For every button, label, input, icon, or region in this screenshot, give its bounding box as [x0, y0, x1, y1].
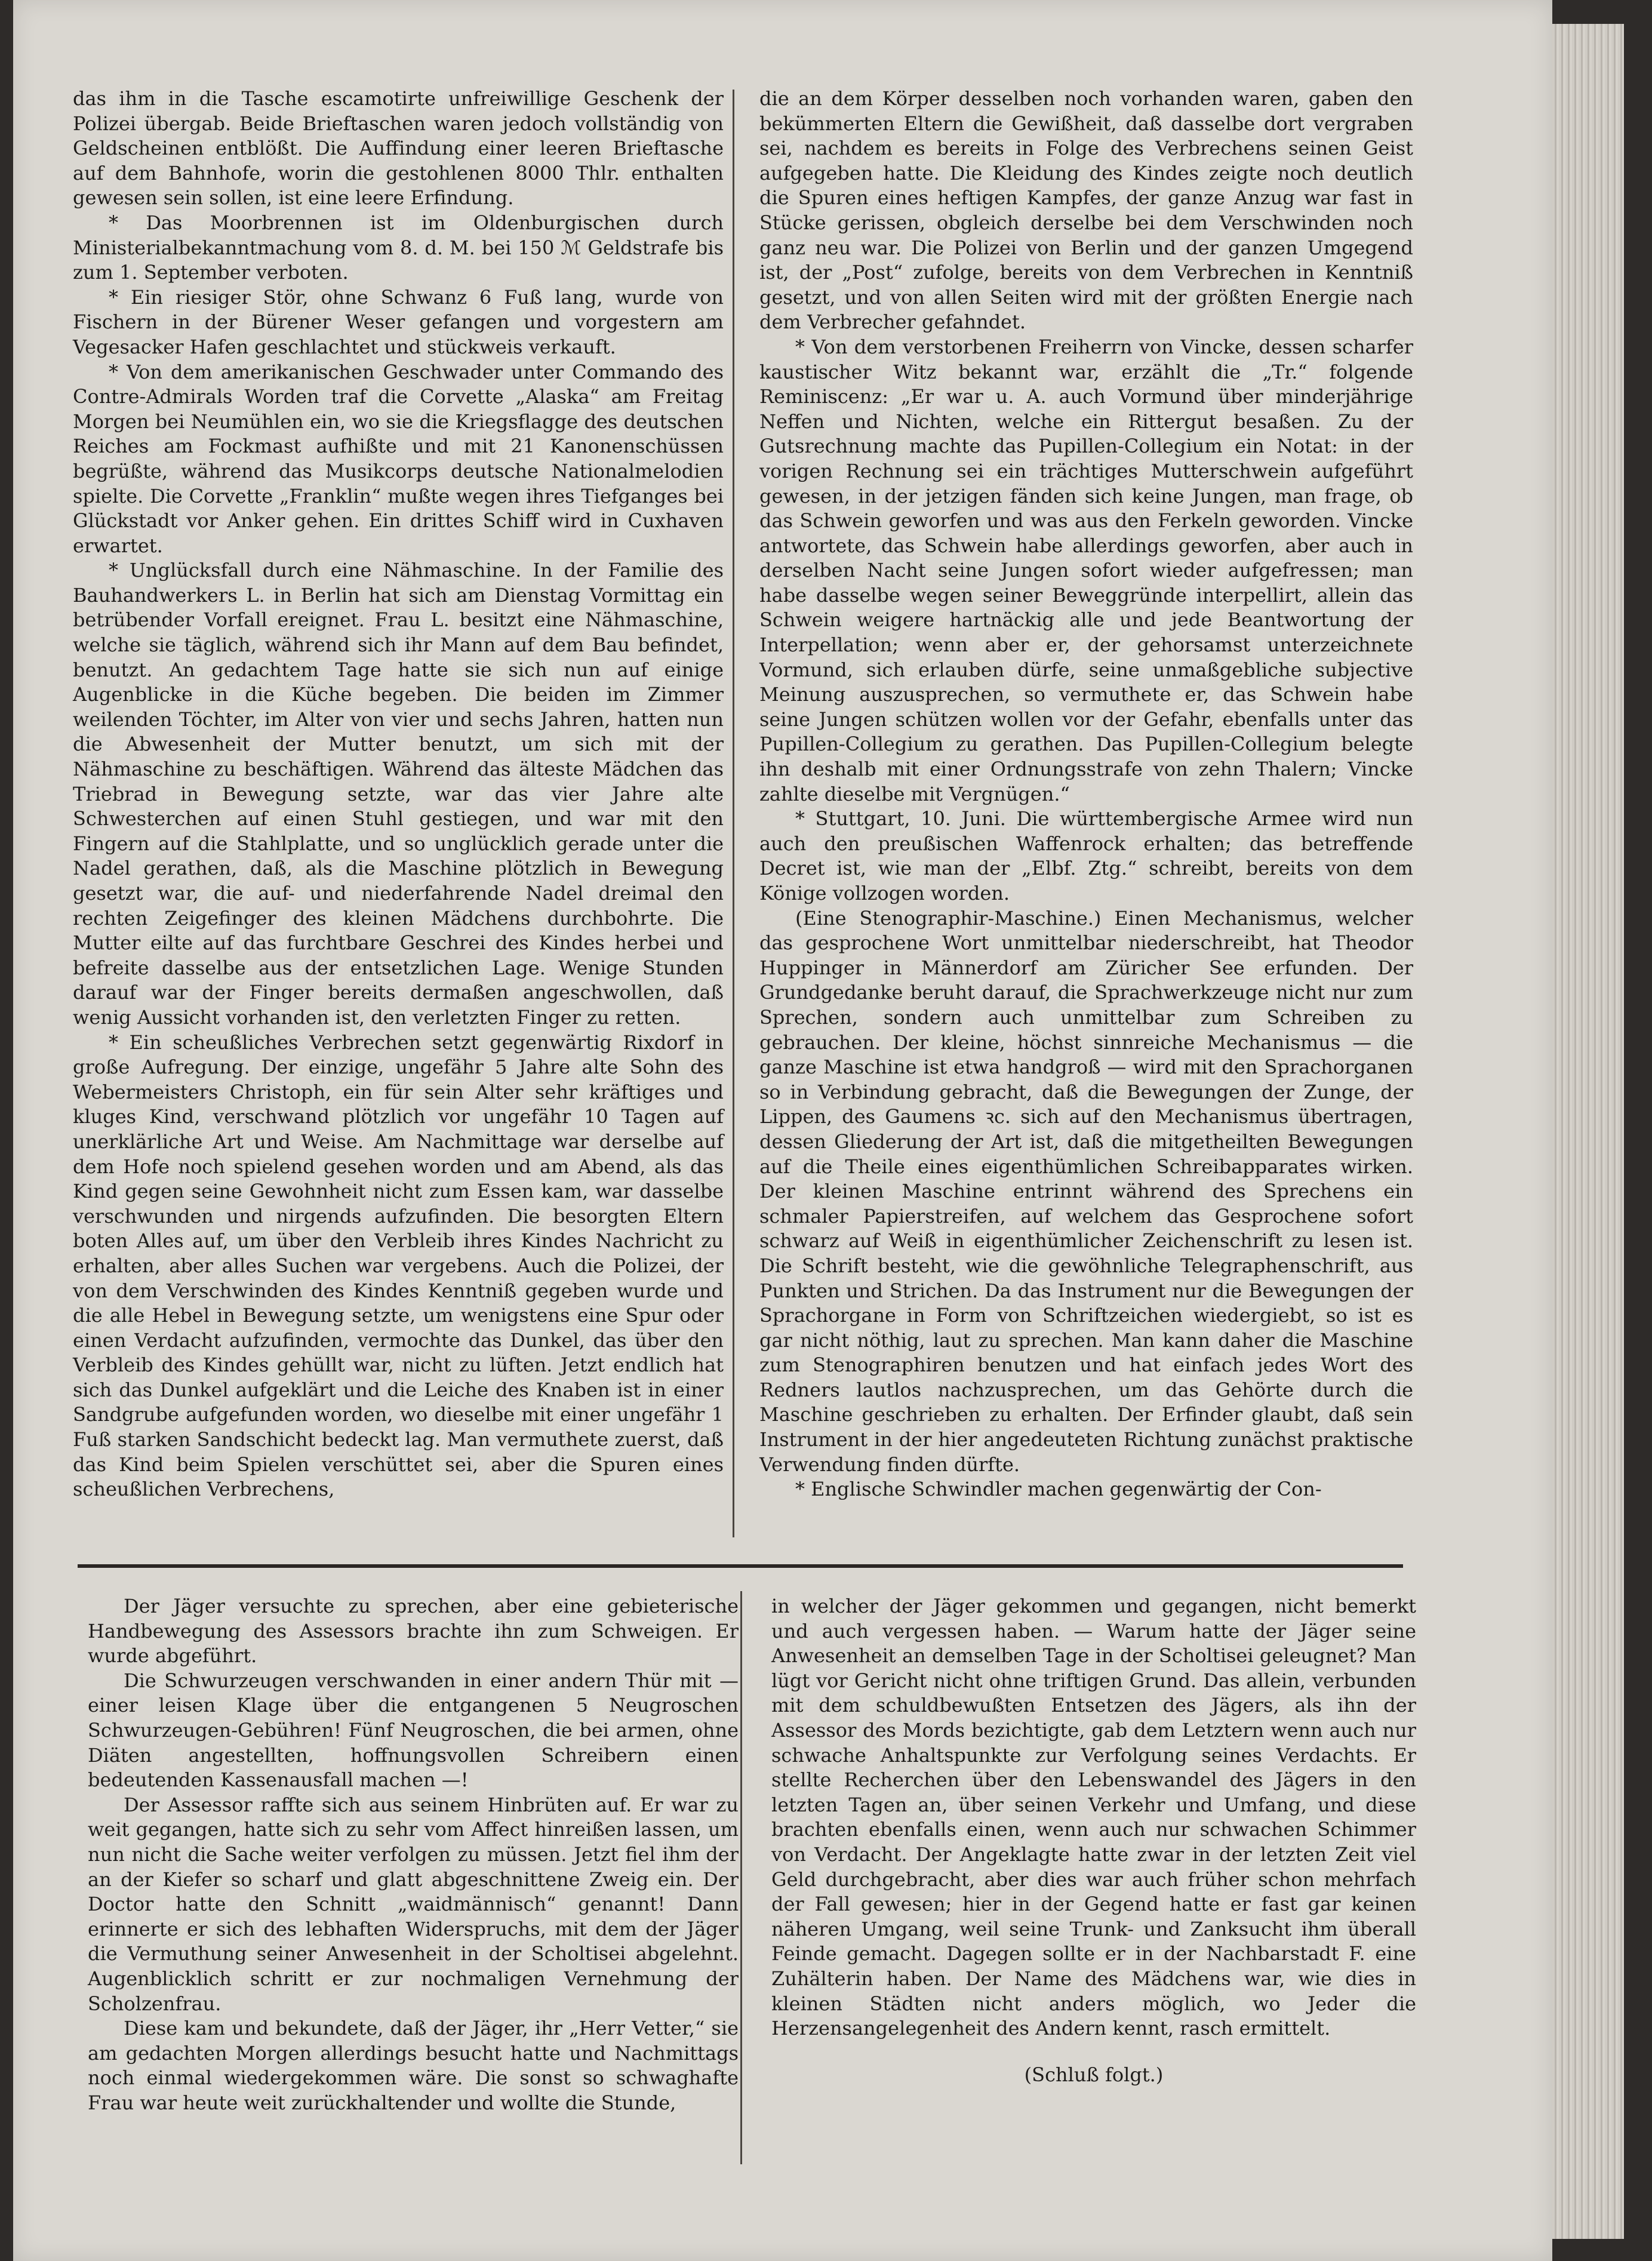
newspaper-page [13, 0, 1552, 2261]
feuilleton-right-column [771, 1594, 1416, 2087]
paragraph: Die Schwurzeugen verschwanden in einer andern Thür mit — einer leisen Klage über die entgangenen 5 Neugroschen Schwurzeugen-Gebühren! Fünf Neugroschen, die bei armen, ohne Diäten angestellten, hoffnungsvollen Schreibern einen bedeutenden Kassenausfall machen —! [88, 1669, 739, 1792]
feuilleton-separator-rule [78, 1564, 1403, 1568]
paragraph: in welcher der Jäger gekommen und gegangen, nicht bemerkt und auch vergessen haben. — Warum hatte der Jäger seine Anwesenheit an demselben Tage in der Scholtisei geleugnet? Man lügt vor Gericht nicht ohne triftigen Grund. Das allein, verbunden mit dem schuldbewußten Entsetzen des Jägers, als ihn der Assessor des Mords bezichtigte, gab dem Letztern wenn auch nur schwache Anhaltspunkte zur Verfolgung seines Verdachts. Er stellte Recherchen über den Lebenswandel des Jägers in den letzten Tagen an, über seinen Verkehr und Umfang, und diese brachten ebenfalls einen, wenn auch nur schwachen Schimmer von Verdacht. Der Angeklagte hatte zwar in der letzten Zeit viel Geld durchgebracht, aber dies war auch früher schon mehrfach der Fall gewesen; hier in der Gegend hatte er fast gar keinen näheren Umgang, weil seine Trunk- und Zanksucht ihm überall Feinde gemacht. Dagegen sollte er in der Nachbarstadt F. eine Zuhälterin haben. Der Name des Mädchens war, wie dies in kleinen Städten nicht anders möglich, wo Jeder die Herzensangelegenheit des Andern kennt, rasch ermittelt. [771, 1595, 1416, 2040]
paragraph: * Das Moorbrennen ist im Oldenburgischen durch Ministerialbekanntmachung vom 8. d. M. bei 150 ℳ Geldstrafe bis zum 1. September verboten. [73, 211, 724, 284]
paragraph: * Unglücksfall durch eine Nähmaschine. In der Familie des Bauhandwerkers L. in Berlin hat sich am Dienstag Vormittag ein betrübender Vorfall ereignet. Frau L. besitzt eine Nähmaschine, welche sie täglich, während sich ihr Mann auf dem Bau befindet, benutzt. An gedachtem Tage hatte sie sich nun auf einige Augenblicke in die Küche begeben. Die beiden im Zimmer weilenden Töchter, im Alter von vier und sechs Jahren, hatten nun die Abwesenheit der Mutter benutzt, um sich mit der Nähmaschine zu beschäftigen. Während das älteste Mädchen das Triebrad in Bewegung setzte, war das vier Jahre alte Schwesterchen auf einen Stuhl gestiegen, und war mit den Fingern auf die Stahlplatte, und so unglücklich gerade unter die Nadel gerathen, daß, als die Maschine plötzlich in Bewegung gesetzt war, die auf- und niederfahrende Nadel dreimal den rechten Zeigefinger des kleinen Mädchens durchbohrte. Die Mutter eilte auf das furchtbare Geschrei des Kindes herbei und befreite dasselbe aus der entsetzlichen Lage. Wenige Stunden darauf war der Finger bereits dermaßen angeschwollen, daß wenig Aussicht vorhanden ist, den verletzten Finger zu retten. [73, 559, 724, 1029]
paragraph: die an dem Körper desselben noch vorhanden waren, gaben den bekümmerten Eltern die Gewißheit, daß dasselbe dort vergraben sei, nachdem es bereits in Folge des Verbrechens seinen Geist aufgegeben hatte. Die Kleidung des Kindes zeigte noch deutlich die Spuren eines heftigen Kampfes, der ganze Anzug war fast in Stücke gerissen, obgleich derselbe bei dem Verschwinden noch ganz neu war. Die Polizei von Berlin und der ganzen Umgegend ist, der „Post“ zufolge, bereits von dem Verbrechen in Kenntniß gesetzt, und von allen Seiten wird mit der größten Energie nach dem Verbrecher gefahndet. [759, 87, 1413, 334]
paragraph: Der Assessor raffte sich aus seinem Hinbrüten auf. Er war zu weit gegangen, hatte sich zu sehr vom Affect hinreißen lassen, um nun nicht die Sache weiter verfolgen zu müssen. Jetzt fiel ihm der an der Kiefer so scharf und glatt abgeschnittene Zweig ein. Der Doctor hatte den Schnitt „waidmännisch“ genannt! Dann erinnerte er sich des lebhaften Widerspruchs, mit dem der Jäger die Vermuthung seiner Anwesenheit in der Scholtisei abgelehnt. Augenblicklich schritt er zur nochmaligen Vernehmung der Scholzenfrau. [88, 1793, 739, 2015]
paragraph: * Ein scheußliches Verbrechen setzt gegenwärtig Rixdorf in große Aufregung. Der einzige, ungefähr 5 Jahre alte Sohn des Webermeisters Christoph, ein für sein Alter sehr kräftiges und kluges Kind, verschwand plötzlich vor ungefähr 10 Tagen auf unerklärliche Art und Weise. Am Nachmittage war derselbe auf dem Hofe noch spielend gesehen worden und am Abend, als das Kind gegen seine Gewohnheit nicht zum Essen kam, war dasselbe verschwunden und nirgends aufzufinden. Die besorgten Eltern boten Alles auf, um über den Verbleib ihres Kindes Nachricht zu erhalten, aber alles Suchen war vergebens. Auch die Polizei, der von dem Verschwinden des Kindes Kenntniß gegeben wurde und die alle Hebel in Bewegung setzte, um wenigstens eine Spur oder einen Verdacht aufzufinden, vermochte das Dunkel, das über den Verbleib des Kindes gehüllt war, nicht zu lüften. Jetzt endlich hat sich das Dunkel aufgeklärt und die Leiche des Knaben ist in einer Sandgrube aufgefunden worden, wo dieselbe mit einer ungefähr 1 Fuß starken Sandschicht bedeckt lag. Man vermuthete zuerst, daß das Kind beim Spielen verschüttet sei, aber die Spuren eines scheußlichen Verbrechens, [73, 1030, 724, 1501]
feuilleton-left-column [88, 1594, 739, 2115]
paragraph: * Ein riesiger Stör, ohne Schwanz 6 Fuß lang, wurde von Fischern in der Bürener Weser gefangen und vorgestern am Vegesacker Hafen geschlachtet und stückweis verkauft. [73, 285, 724, 358]
paragraph: * Von dem amerikanischen Geschwader unter Commando des Contre-Admirals Worden traf die Corvette „Alaska“ am Freitag Morgen bei Neumühlen ein, wo sie die Kriegsflagge des deutschen Reiches am Fockmast aufhißte und mit 21 Kanonenschüssen begrüßte, während das Musikcorps deutsche Nationalmelodien spielte. Die Corvette „Franklin“ mußte wegen ihres Tiefganges bei Glückstadt vor Anker gehen. Ein drittes Schiff wird in Cuxhaven erwartet. [73, 360, 724, 557]
top-right-column [759, 87, 1413, 1502]
paragraph: Der Jäger versuchte zu sprechen, aber eine gebieterische Handbewegung des Assessors brachte ihn zum Schweigen. Er wurde abgeführt. [88, 1595, 739, 1668]
paragraph: * Englische Schwindler machen gegenwärtig der Con- [795, 1478, 1322, 1501]
column-divider-top [733, 90, 734, 1537]
paragraph: (Eine Stenographir-Maschine.) Einen Mechanismus, welcher das gesprochene Wort unmittelbar niederschreibt, hat Theodor Huppinger in Männerdorf am Züricher See erfunden. Der Grundgedanke beruht darauf, die Sprachwerkzeuge nicht nur zum Sprechen, sondern auch unmittelbar zum Schreiben zu gebrauchen. Der kleine, höchst sinnreiche Mechanismus — die ganze Maschine ist etwa handgroß — wird mit den Sprachorganen so in Verbindung gebracht, daß die Bewegungen der Zunge, der Lippen, des Gaumens ꝛc. sich auf den Mechanismus übertragen, dessen Gliederung der Art ist, daß die mitgetheilten Bewegungen auf die Theile eines eigenthümlichen Schreibapparates wirken. Der kleinen Maschine entrinnt während des Sprechens ein schmaler Papierstreifen, auf welchem das Gesprochene sofort schwarz auf Weiß in eigenthümlicher Zeichenschrift zu lesen ist. Die Schrift besteht, wie die gewöhnliche Telegraphenschrift, aus Punkten und Strichen. Da das Instrument nur die Bewegungen der Sprachorgane in Form von Schriftzeichen wiedergiebt, so ist es gar nicht nöthig, laut zu sprechen. Man kann daher die Maschine zum Stenographiren benutzen und hat einfach jedes Wort des Redners lautlos nachzusprechen, um das Gehörte durch die Maschine geschrieben zu erhalten. Der Erfinder glaubt, daß sein Instrument in der hier angedeuteten Richtung zunächst praktische Verwendung finden dürfte. [759, 906, 1413, 1476]
book-page-edges [1552, 24, 1624, 2239]
top-left-column [73, 87, 724, 1502]
paragraph: das ihm in die Tasche escamotirte unfreiwillige Geschenk der Polizei übergab. Beide Brieftaschen waren jedoch vollständig von Geldscheinen entblößt. Die Auffindung einer leeren Brieftasche auf dem Bahnhofe, worin die gestohlenen 8000 Thlr. enthalten gewesen sein sollen, ist eine leere Erfindung. [73, 87, 724, 210]
paragraph: * Von dem verstorbenen Freiherrn von Vincke, dessen scharfer kaustischer Witz bekannt war, erzählt die „Tr.“ folgende Reminiscenz: „Er war u. A. auch Vormund über minderjährige Neffen und Nichten, welche ein Rittergut besaßen. Zu der Gutsrechnung machte das Pupillen-Collegium ein Notat: in der vorigen Rechnung sei ein trächtiges Mutterschwein aufgeführt gewesen, in der jetzigen fänden sich keine Jungen, man frage, ob das Schwein geworfen und was aus den Ferkeln geworden. Vincke antwortete, das Schwein habe allerdings geworfen, aber auch in derselben Nacht seine Jungen sofort wieder aufgefressen; man habe dasselbe wegen seiner Beweggründe interpellirt, allein das Schwein weigere hartnäckig alle und jede Beantwortung der Interpellation; wenn aber er, der gehorsamst unterzeichnete Vormund, sich erlauben dürfe, seine unmaßgebliche subjective Meinung auszusprechen, so vermuthete er, das Schwein habe seine Jungen schützen wollen vor der Gefahr, ebenfalls unter das Pupillen-Collegium zu gerathen. Das Pupillen-Collegium belegte ihn deshalb mit einer Ordnungsstrafe von zehn Thalern; Vincke zahlte dieselbe mit Vergnügen.“ [759, 335, 1413, 805]
paragraph: Diese kam und bekundete, daß der Jäger, ihr „Herr Vetter,“ sie am gedachten Morgen allerdings besucht hatte und Nachmittags noch einmal wiedergekommen wäre. Die sonst so schwaghafte Frau war heute weit zurückhaltender und wollte die Stunde, [88, 2017, 739, 2114]
closing-note: (Schluß folgt.) [1024, 2063, 1164, 2086]
paragraph: * Stuttgart, 10. Juni. Die württembergische Armee wird nun auch den preußischen Waffenrock erhalten; das betreffende Decret ist, wie man der „Elbf. Ztg.“ schreibt, bereits von dem Könige vollzogen worden. [759, 807, 1413, 905]
column-divider-bottom [740, 1591, 742, 2164]
